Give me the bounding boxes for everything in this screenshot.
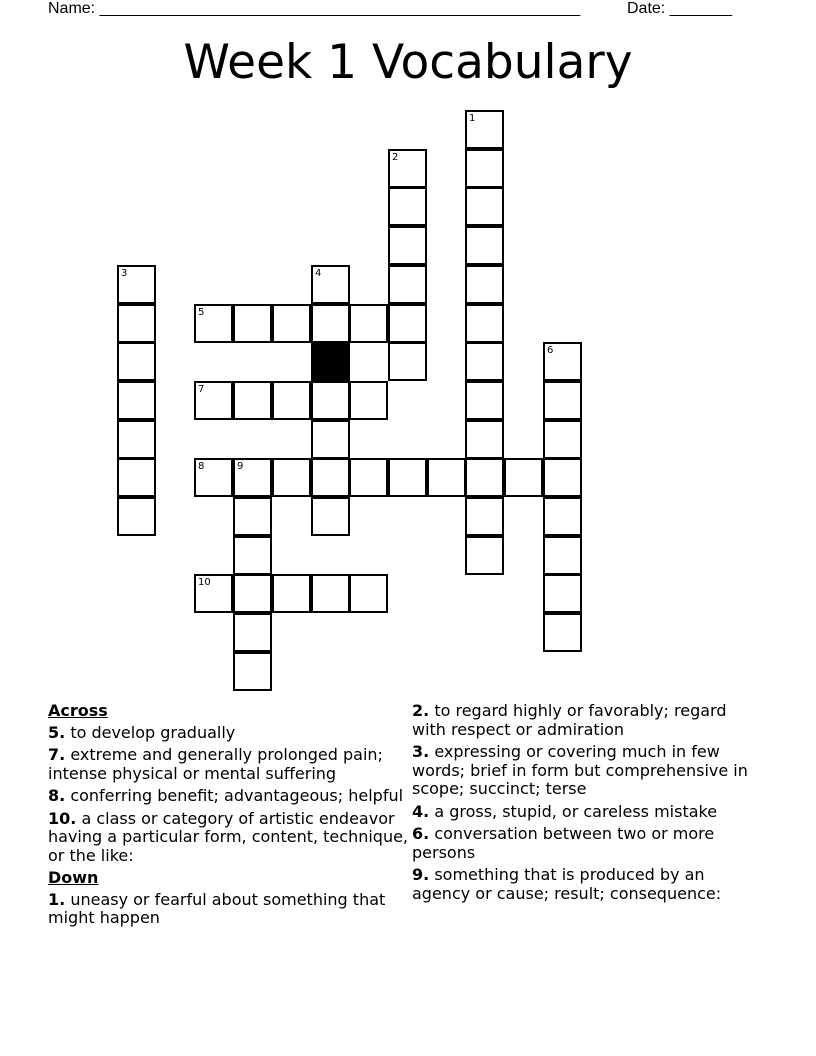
date-field[interactable]: Date: _______ [627, 0, 732, 17]
crossword-cell[interactable] [117, 342, 156, 381]
crossword-cell[interactable] [117, 458, 156, 497]
crossword-cell[interactable] [427, 458, 466, 497]
crossword-cell[interactable] [349, 574, 388, 613]
clue-down-9 [412, 866, 762, 903]
clue-number: 3. [412, 742, 430, 761]
clue-number-label: 6 [547, 345, 554, 356]
crossword-cell[interactable] [465, 149, 504, 188]
name-field[interactable]: Name: ______________________________________________________ [48, 0, 581, 17]
clue-number-label: 3 [121, 268, 128, 279]
crossword-cell[interactable] [465, 110, 504, 149]
crossword-cell[interactable] [311, 304, 350, 343]
clue-text: conversation between two or more persons [412, 824, 715, 862]
crossword-cell[interactable] [233, 304, 272, 343]
clue-across-10 [48, 810, 410, 866]
clue-text: to regard highly or favorably; regard with respect or admiration [412, 701, 727, 739]
crossword-cell[interactable] [465, 265, 504, 304]
clue-number: 2. [412, 701, 430, 720]
crossword-cell[interactable] [311, 458, 350, 497]
clues-left-column [48, 702, 410, 932]
clue-number: 6. [412, 824, 430, 843]
crossword-cell[interactable] [504, 458, 543, 497]
clue-text: a gross, stupid, or careless mistake [434, 801, 718, 821]
clue-text: a class or category of artistic endeavor having a particular form, content, technique, or the like: [48, 808, 409, 865]
black-cell [311, 342, 350, 381]
crossword-cell[interactable] [388, 226, 427, 265]
crossword-cell[interactable] [311, 497, 350, 536]
crossword-cell[interactable] [465, 304, 504, 343]
crossword-cell[interactable] [117, 497, 156, 536]
crossword-cell[interactable] [117, 265, 156, 304]
clue-number: 5. [48, 722, 66, 742]
crossword-cell[interactable] [272, 574, 311, 613]
crossword-cell[interactable] [117, 304, 156, 343]
crossword-cell[interactable] [233, 652, 272, 691]
clue-down-4 [412, 803, 762, 822]
clues-right-column [412, 702, 762, 907]
crossword-cell[interactable] [543, 536, 582, 575]
clue-number-label: 5 [198, 307, 205, 318]
clue-number-label: 1 [469, 113, 476, 124]
crossword-cell[interactable] [233, 381, 272, 420]
clue-down-2 [412, 702, 762, 739]
clue-text: expressing or covering much in few words; brief in form but comprehensive in scope; succinct; terse [412, 742, 748, 798]
crossword-cell[interactable] [117, 420, 156, 459]
clue-number: 1. [48, 889, 66, 909]
crossword-cell[interactable] [233, 497, 272, 536]
clue-down-1 [48, 891, 410, 928]
crossword-cell[interactable] [543, 381, 582, 420]
across-heading: Across [48, 701, 108, 720]
crossword-cell[interactable] [465, 458, 504, 497]
crossword-cell[interactable] [465, 420, 504, 459]
crossword-cell[interactable] [388, 149, 427, 188]
clue-text: something that is produced by an agency or cause; result; consequence: [412, 865, 722, 903]
clue-across-7 [48, 746, 410, 783]
crossword-cell[interactable] [272, 304, 311, 343]
clue-number-label: 2 [392, 152, 399, 163]
crossword-cell[interactable] [543, 342, 582, 381]
clue-number: 8. [48, 786, 66, 805]
clue-number-label: 8 [198, 461, 205, 472]
crossword-cell[interactable] [349, 381, 388, 420]
crossword-cell[interactable] [311, 574, 350, 613]
clue-number: 10. [48, 808, 77, 828]
clue-down-3 [412, 743, 762, 799]
crossword-cell[interactable] [543, 497, 582, 536]
crossword-cell[interactable] [272, 381, 311, 420]
crossword-cell[interactable] [543, 574, 582, 613]
crossword-cell[interactable] [465, 187, 504, 226]
clue-down-6 [412, 825, 762, 862]
crossword-cell[interactable] [311, 265, 350, 304]
crossword-cell[interactable] [543, 613, 582, 652]
clue-number: 4. [412, 801, 430, 821]
crossword-cell[interactable] [388, 304, 427, 343]
page-title: Week 1 Vocabulary [183, 35, 633, 90]
crossword-cell[interactable] [117, 381, 156, 420]
crossword-cell[interactable] [272, 458, 311, 497]
crossword-cell[interactable] [194, 574, 233, 613]
crossword-cell[interactable] [349, 458, 388, 497]
clue-number-label: 9 [237, 461, 244, 472]
clue-number-label: 4 [315, 268, 322, 279]
crossword-cell[interactable] [388, 187, 427, 226]
clue-text: conferring benefit; advantageous; helpful [70, 786, 404, 805]
crossword-cell[interactable] [465, 226, 504, 265]
crossword-cell[interactable] [311, 381, 350, 420]
clue-text: extreme and generally prolonged pain; intense physical or mental suffering [48, 745, 383, 783]
crossword-cell[interactable] [543, 420, 582, 459]
crossword-cell[interactable] [388, 265, 427, 304]
clue-text: uneasy or fearful about something that might happen [48, 889, 386, 927]
crossword-cell[interactable] [465, 381, 504, 420]
crossword-cell[interactable] [194, 458, 233, 497]
clue-number-label: 10 [198, 577, 211, 588]
crossword-cell[interactable] [388, 458, 427, 497]
crossword-cell[interactable] [233, 613, 272, 652]
crossword-cell[interactable] [233, 536, 272, 575]
crossword-cell[interactable] [194, 304, 233, 343]
crossword-cell[interactable] [349, 304, 388, 343]
clue-number: 9. [412, 865, 430, 884]
crossword-cell[interactable] [465, 536, 504, 575]
crossword-cell[interactable] [194, 381, 233, 420]
crossword-cell[interactable] [233, 574, 272, 613]
clue-text: to develop gradually [70, 722, 236, 742]
crossword-cell[interactable] [465, 497, 504, 536]
crossword-cell[interactable] [388, 342, 427, 381]
crossword-cell[interactable] [465, 342, 504, 381]
down-heading: Down [48, 868, 99, 887]
crossword-cell[interactable] [233, 458, 272, 497]
clue-across-8 [48, 787, 410, 806]
clue-across-5 [48, 724, 410, 743]
clue-number-label: 7 [198, 384, 205, 395]
crossword-cell[interactable] [543, 458, 582, 497]
crossword-cell[interactable] [311, 420, 350, 459]
clue-number: 7. [48, 745, 66, 764]
